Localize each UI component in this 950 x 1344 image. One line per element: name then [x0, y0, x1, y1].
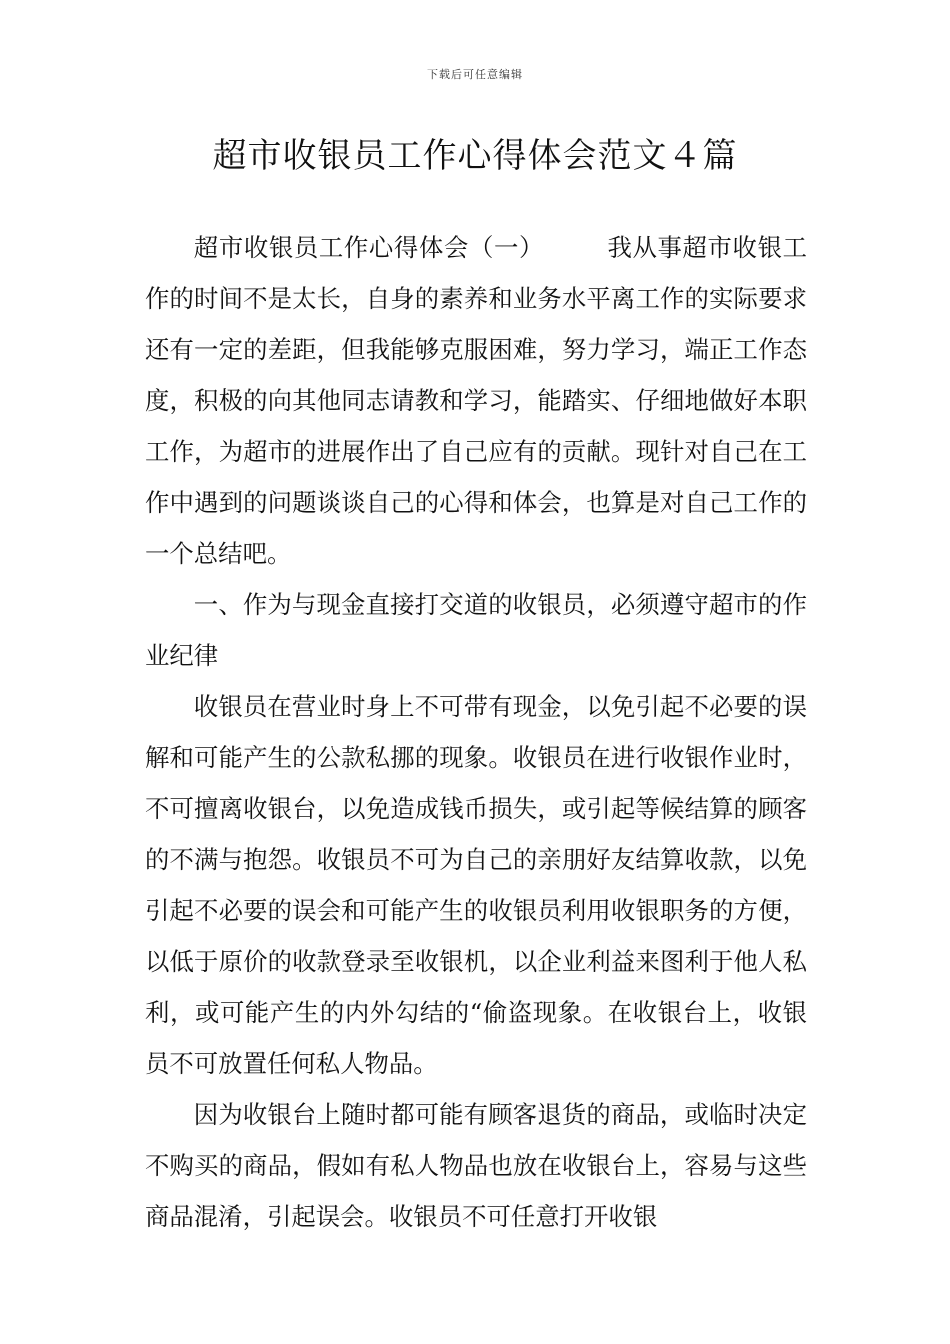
section-heading: 超市收银员工作心得体会（一） [193, 233, 545, 262]
paragraph: 一、作为与现金直接打交道的收银员，必须遵守超市的作业纪律 [145, 590, 807, 670]
document-title: 超市收银员工作心得体会范文４篇 [212, 136, 738, 176]
document-body [145, 222, 807, 1242]
paragraph: 收银员在营业时身上不可带有现金，以免引起不必要的误解和可能产生的公款私挪的现象。收银员在进行收银作业时，不可擅离收银台，以免造成钱币损失，或引起等候结算的顾客的不满与抱怨。收银员不可为自己的亲朋好友结算收款，以免引起不必要的误会和可能产生的收银员利用收银职务的方便，以低于原价的收款登录至收银机，以企业利益来图利于他人私利，或可能产生的内外勾结的“偷盗现象。在收银台上，收银员不可放置任何私人物品。 [145, 692, 807, 1078]
page-header-note: 下载后可任意编辑 [427, 68, 523, 81]
paragraph: 因为收银台上随时都可能有顾客退货的商品，或临时决定不购买的商品，假如有私人物品也放在收银台上，容易与这些商品混淆，引起误会。收银员不可任意打开收银 [145, 1100, 807, 1231]
intro-paragraph [145, 222, 807, 579]
paragraph-text: 我从事超市收银工作的时间不是太长，自身的素养和业务水平离工作的实际要求还有一定的差距，但我能够克服困难，努力学习，端正工作态度，积极的向其他同志请教和学习，能踏实、仔细地做好本职工作，为超市的进展作出了自己应有的贡献。现针对自己在工作中遇到的问题谈谈自己的心得和体会，也算是对自己工作的一个总结吧。 [145, 233, 807, 568]
